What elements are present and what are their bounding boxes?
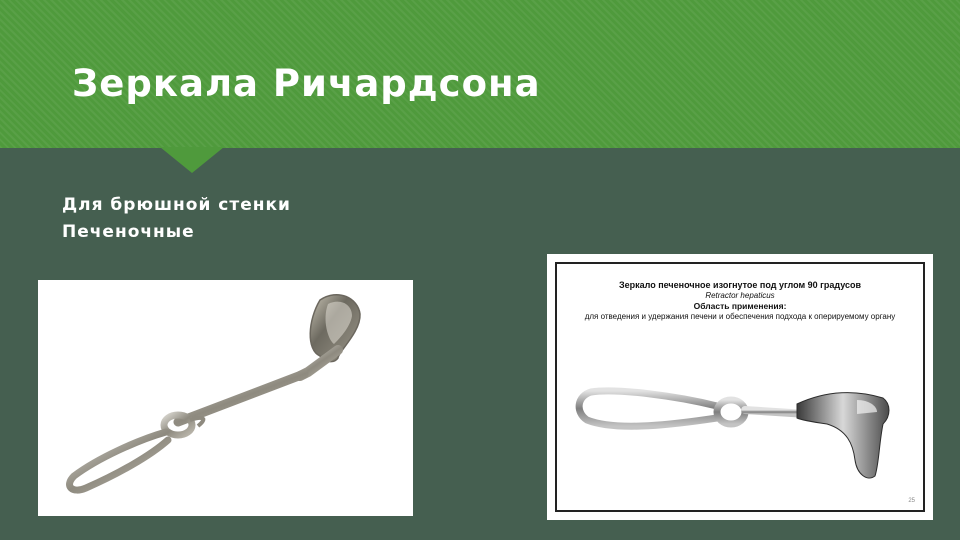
card-area-label: Область применения: [693,301,787,311]
bullet-item: Для брюшной стенки [62,195,291,215]
page-number: 25 [908,498,915,504]
slide-title: Зеркала Ричардсона [72,62,541,105]
retractor-photo-right [547,254,933,520]
retractor-photo-left [38,280,413,516]
retractor-drawing [38,280,413,516]
bullet-item: Печеночные [62,222,195,242]
card-latin-name: Retractor hepaticus [705,291,775,300]
liver-retractor-drawing [557,364,923,514]
bullet-list [62,192,291,246]
card-area-text: для отведения и удержания печени и обеспечения подхода к оперируемому органу [584,312,896,321]
reference-card [555,262,925,512]
card-caption [557,280,923,322]
title-band-notch [160,147,224,173]
card-title: Зеркало печеночное изогнутое под углом 90 градусов [618,280,862,290]
